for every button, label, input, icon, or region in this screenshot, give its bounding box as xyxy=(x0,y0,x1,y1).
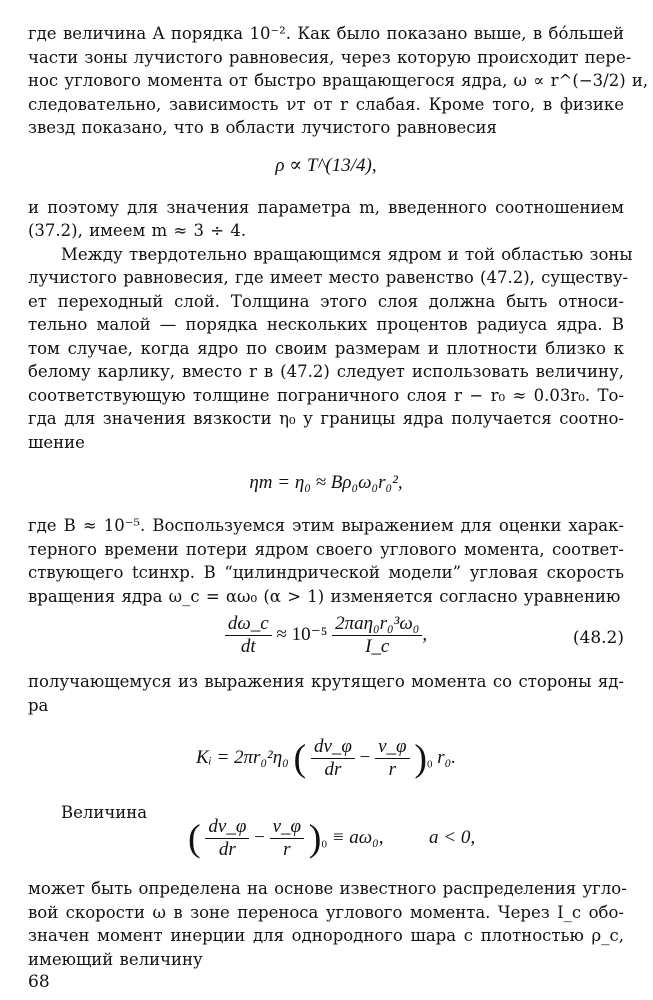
text-line: Между твердотельно вращающимся ядром и той областью зоны xyxy=(61,244,633,264)
equation-rho xyxy=(28,140,624,196)
equation-torque xyxy=(28,717,624,801)
text-line: шение xyxy=(28,432,85,452)
text-line: ствующего tсинхр. В “цилиндрической модели” угловая скорость xyxy=(28,563,624,582)
text-line: вой скорости ω в зоне переноса углового момента. Через I_c обо- xyxy=(28,902,624,922)
paragraph-1 xyxy=(28,22,649,140)
equiv-expression: ≡ aω₀, xyxy=(331,826,384,848)
fraction-denominator: I_c xyxy=(365,636,390,657)
fraction-dv-dr xyxy=(205,817,249,860)
fraction-denominator: dr xyxy=(324,759,342,780)
text-line: терного времени потери ядром своего углового момента, соответ- xyxy=(28,539,624,559)
equation-48-2 xyxy=(28,608,624,670)
text-line: получающемуся из выражения крутящего момента со стороны яд- xyxy=(28,672,624,691)
fraction-v-r xyxy=(270,817,304,860)
equation-a-definition xyxy=(28,801,624,877)
text-line: вращения ядра ω_c = αω₀ (α > 1) изменяется согласно уравнению xyxy=(28,586,621,606)
text-line: лучистого равновесия, где имеет место равенство (47.2), существу- xyxy=(28,268,629,287)
fraction-numerator: v_φ xyxy=(270,817,304,839)
minus-sign: − xyxy=(359,746,371,768)
text-line: ра xyxy=(28,695,49,715)
fraction-numerator: dv_φ xyxy=(311,737,355,759)
fraction-rhs xyxy=(332,614,422,657)
text-line: части зоны лучистого равновесия, через которую происходит пере- xyxy=(28,47,632,67)
text-line: том случае, когда ядро по своим размерам и плотности близко к xyxy=(28,338,624,358)
text-line: белому карлику, вместо r в (47.2) следует использовать величину, xyxy=(28,362,624,381)
paragraph-5 xyxy=(28,670,624,717)
equation-a-body xyxy=(188,817,475,860)
page-body xyxy=(28,22,649,971)
page-number: 68 xyxy=(28,972,50,992)
text-line: может быть определена на основе известного распределения угло- xyxy=(28,879,627,898)
text-line: следовательно, зависимость νт от r слабая. Кроме того, в физике xyxy=(28,94,624,114)
fraction-denominator: dt xyxy=(240,636,256,657)
text-line: тельно малой — порядка нескольких процентов радиуса ядра. В xyxy=(28,315,624,334)
text-line: соответствующую толщине пограничного слоя r − r₀ ≈ 0.03r₀. То- xyxy=(28,385,624,405)
paragraph-4 xyxy=(28,514,624,608)
left-paren: ( xyxy=(293,737,307,780)
right-paren: ) xyxy=(414,737,427,780)
paragraph-6 xyxy=(28,877,627,971)
text-line: имеющий величину xyxy=(28,949,203,969)
torque-lhs: Kᵢ = 2πr₀²η₀ xyxy=(196,746,289,768)
equation-eta xyxy=(28,454,624,514)
torque-tail: r₀. xyxy=(437,746,456,768)
fraction-dv-dr xyxy=(311,737,355,780)
equation-torque-body xyxy=(28,737,624,780)
equation-rho-text: ρ ∝ T^(13/4), xyxy=(275,154,377,176)
text-line: (37.2), имеем m ≈ 3 ÷ 4. xyxy=(28,221,247,240)
approx-factor: ≈ 10⁻⁵ xyxy=(276,623,328,645)
equation-eta-text: ηт = η₀ ≈ Bρ₀ω₀r₀², xyxy=(249,472,403,493)
text-line: гда для значения вязкости η₀ у границы ядра получается соотно- xyxy=(28,409,624,428)
paragraph-2 xyxy=(28,196,624,243)
right-paren: ) xyxy=(308,817,322,860)
text-line: где B ≈ 10⁻⁵. Воспользуемся этим выражением для оценки харак- xyxy=(28,516,624,535)
paragraph-3 xyxy=(28,243,633,455)
fraction-denominator: r xyxy=(283,839,291,860)
text-line: значен момент инерции для однородного шара с плотностью ρ_c, xyxy=(28,926,624,945)
fraction-numerator: dω_c xyxy=(225,614,272,636)
fraction-denominator: r xyxy=(388,759,397,780)
text-line: нос углового момента от быстро вращающегося ядра, ω ∝ r^(−3/2) и, xyxy=(28,71,649,90)
velichina-label: Величина xyxy=(61,803,148,822)
text-line: звезд показано, что в области лучистого равновесия xyxy=(28,118,497,137)
fraction-denominator: dr xyxy=(218,839,236,860)
equation-comma: , xyxy=(422,623,428,645)
subscript-zero: 0 xyxy=(426,758,433,771)
text-line: ет переходный слой. Толщина этого слоя должна быть относи- xyxy=(28,291,624,311)
condition-expression: a < 0, xyxy=(429,826,476,848)
subscript-zero: 0 xyxy=(321,838,327,851)
fraction-numerator: 2πaη₀r₀³ω₀ xyxy=(332,614,422,636)
minus-sign: − xyxy=(254,826,265,848)
fraction-lhs xyxy=(225,614,272,657)
text-line: и поэтому для значения параметра m, введенного соотношением xyxy=(28,197,624,217)
left-paren: ( xyxy=(188,817,201,860)
text-line: где величина A порядка 10⁻². Как было показано выше, в бо́льшей xyxy=(28,24,624,43)
fraction-numerator: dv_φ xyxy=(205,817,249,839)
equation-48-2-body xyxy=(28,614,624,657)
fraction-v-r xyxy=(375,737,409,780)
equation-number: (48.2) xyxy=(572,628,624,648)
fraction-numerator: v_φ xyxy=(375,737,409,759)
